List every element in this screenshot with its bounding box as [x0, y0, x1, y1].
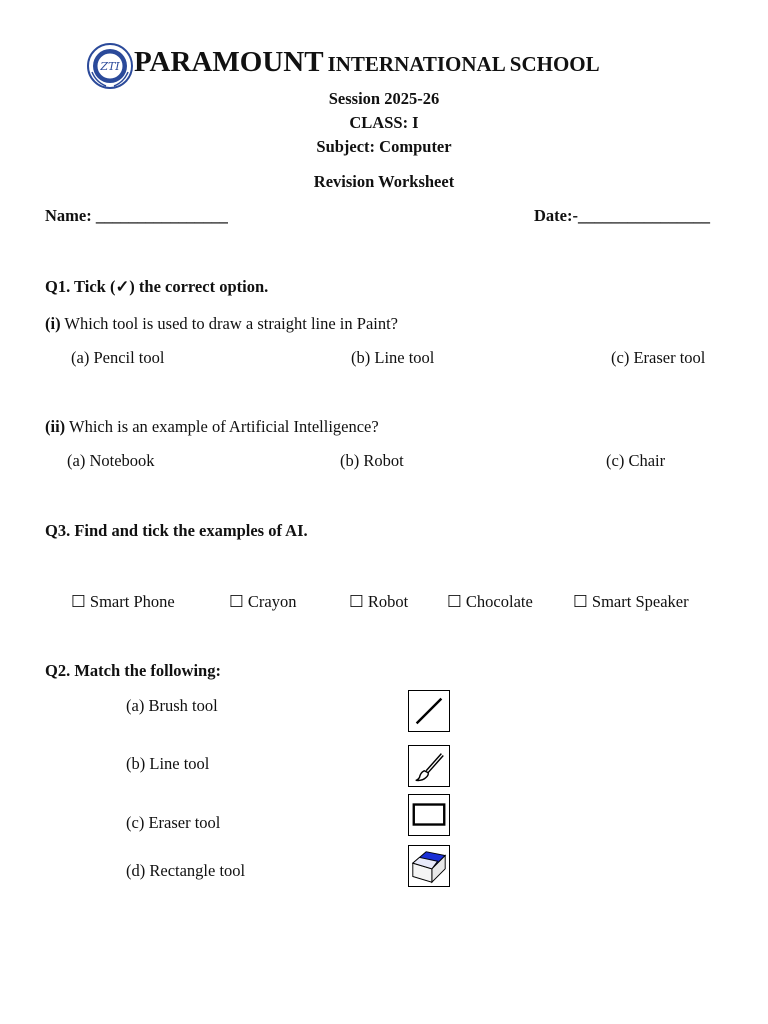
q1-ii-question: [45, 417, 379, 437]
class-line: CLASS: I: [349, 113, 419, 132]
q1-ii-text: Which is an example of Artificial Intelligence?: [69, 417, 379, 436]
q3-option-chocolate[interactable]: ☐ Chocolate: [447, 592, 533, 611]
rectangle-tool-icon[interactable]: [408, 794, 450, 836]
q3-option-smart-speaker[interactable]: ☐ Smart Speaker: [573, 592, 689, 611]
q2-item-rectangle: (d) Rectangle tool: [126, 861, 246, 880]
school-logo-icon: [86, 42, 134, 90]
q2-heading: Q2. Match the following:: [45, 661, 221, 680]
q1-i-option-c[interactable]: (c) Eraser tool: [611, 348, 706, 367]
q1-ii-option-b[interactable]: (b) Robot: [340, 451, 404, 470]
school-name-rest: INTERNATIONAL SCHOOL: [327, 52, 600, 76]
eraser-tool-icon[interactable]: [408, 845, 450, 887]
q2-item-eraser: (c) Eraser tool: [126, 813, 221, 832]
q1-ii-option-a[interactable]: (a) Notebook: [67, 451, 155, 470]
subject-line: Subject: Computer: [316, 137, 452, 156]
brush-tool-icon[interactable]: [408, 745, 450, 787]
q2-item-line: (b) Line tool: [126, 754, 210, 773]
q2-item-brush: (a) Brush tool: [126, 696, 218, 715]
q1-ii-number: (ii): [45, 417, 66, 436]
q1-i-number: (i): [45, 314, 61, 333]
school-name-main: PARAMOUNT: [134, 46, 324, 78]
name-field[interactable]: Name: ________________: [45, 206, 228, 225]
q3-option-robot[interactable]: ☐ Robot: [349, 592, 409, 611]
q3-heading: Q3. Find and tick the examples of AI.: [45, 521, 308, 540]
q1-i-question: [45, 314, 398, 334]
date-field[interactable]: Date:-________________: [534, 206, 710, 225]
logo-text: ZTI: [100, 60, 120, 73]
q3-option-smart-phone[interactable]: ☐ Smart Phone: [71, 592, 175, 611]
q1-i-option-a[interactable]: (a) Pencil tool: [71, 348, 165, 367]
q1-i-option-b[interactable]: (b) Line tool: [351, 348, 435, 367]
session-line: Session 2025-26: [328, 89, 440, 108]
line-tool-icon[interactable]: [408, 690, 450, 732]
q1-heading: Q1. Tick (✓) the correct option.: [45, 277, 269, 296]
q1-i-text: Which tool is used to draw a straight line in Paint?: [64, 314, 399, 333]
school-name: [134, 46, 600, 79]
q1-ii-option-c[interactable]: (c) Chair: [606, 451, 666, 470]
q3-option-crayon[interactable]: ☐ Crayon: [229, 592, 297, 611]
worksheet-title: Revision Worksheet: [313, 172, 455, 191]
